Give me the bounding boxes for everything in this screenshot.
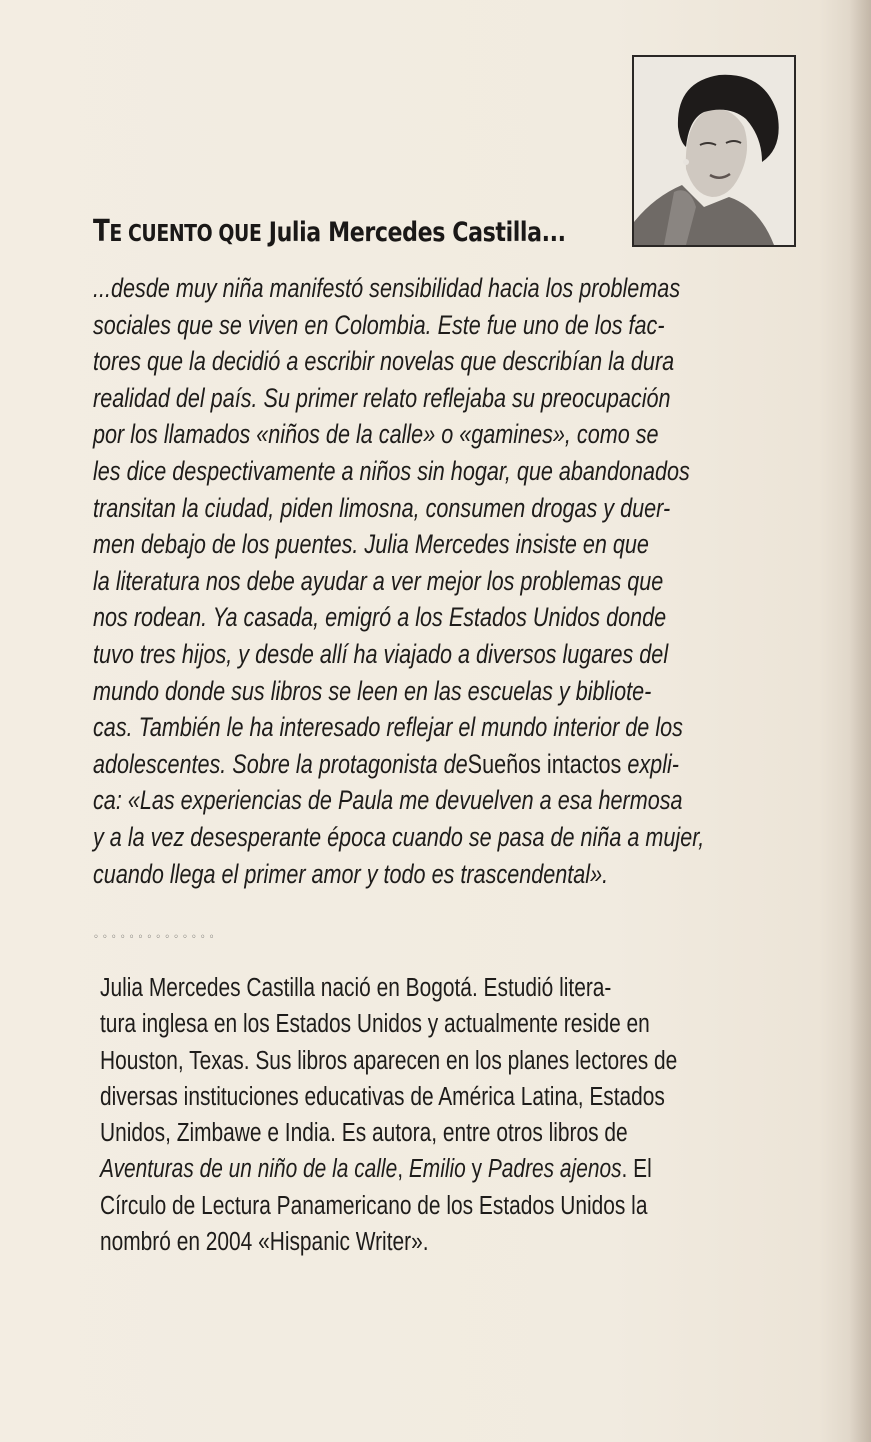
text-line: men debajo de los puentes. Julia Mercedes insiste en que xyxy=(93,529,649,560)
heading-author-name: Julia Mercedes Castilla... xyxy=(268,217,566,248)
author-bio-plain xyxy=(100,970,760,1260)
text-line: Julia Mercedes Castilla nació en Bogotá. Estudió litera- xyxy=(100,974,612,1002)
text-line: nombró en 2004 «Hispanic Writer». xyxy=(100,1228,429,1257)
text-line: ca: «Las experiencias de Paula me devuelven a esa hermosa xyxy=(93,785,683,816)
text-line: Unidos, Zimbawe e India. Es autora, entre otros libros de xyxy=(100,1119,628,1148)
text-line: nos rodean. Ya casada, emigró a los Estados Unidos donde xyxy=(93,602,667,633)
text-line: cuando llega el primer amor y todo es trascendental». xyxy=(93,858,609,889)
heading-initial: T xyxy=(93,214,110,249)
text-line: realidad del país. Su primer relato reflejaba su preocupación xyxy=(93,382,671,413)
text-line: por los llamados «niños de la calle» o «gamines», como se xyxy=(93,419,659,450)
text-line: diversas instituciones educativas de América Latina, Estados xyxy=(100,1082,665,1111)
text-line: transitan la ciudad, piden limosna, consumen drogas y duer- xyxy=(93,492,671,523)
text-line: Círculo de Lectura Panamericano de los Estados Unidos la xyxy=(100,1191,648,1220)
text-line: mundo donde sus libros se leen en las escuelas y bibliote- xyxy=(93,675,652,706)
text-fragment: , xyxy=(397,1155,409,1184)
text-line: tores que la decidió a escribir novelas que describían la dura xyxy=(93,346,675,377)
text-line: tuvo tres hijos, y desde allí ha viajado a diversos lugares del xyxy=(93,638,669,669)
book-title-suenos-intactos: Sueños intactos xyxy=(467,748,622,779)
text-line: Houston, Texas. Sus libros aparecen en los planes lectores de xyxy=(100,1046,678,1075)
heading-smallcaps: E CUENTO QUE xyxy=(109,221,262,247)
text-fragment: adolescentes. Sobre la protagonista de xyxy=(93,748,468,779)
text-line xyxy=(93,746,679,783)
text-line xyxy=(100,1151,652,1187)
text-fragment: expli- xyxy=(621,748,679,779)
text-line: les dice despectivamente a niños sin hogar, que abandonados xyxy=(93,455,690,486)
text-fragment: . El xyxy=(621,1155,652,1184)
text-line: sociales que se viven en Colombia. Este fue uno de los fac- xyxy=(93,309,665,340)
book-title: Emilio xyxy=(408,1155,466,1184)
separator-dots: ◦◦◦◦◦◦◦◦◦◦◦◦◦◦ xyxy=(93,932,218,943)
text-line: la literatura nos debe ayudar a ver mejor los problemas que xyxy=(93,565,664,596)
text-line: tura inglesa en los Estados Unidos y actualmente reside en xyxy=(100,1010,650,1039)
book-title: Padres ajenos xyxy=(487,1155,622,1184)
author-photo xyxy=(632,55,796,247)
text-line: ...desde muy niña manifestó sensibilidad hacia los problemas xyxy=(93,273,681,303)
text-fragment: y xyxy=(465,1155,488,1184)
page-edge-shadow xyxy=(849,0,871,1442)
author-bio-italic xyxy=(93,270,753,892)
text-line: y a la vez desesperante época cuando se pasa de niña a mujer, xyxy=(93,821,705,852)
section-heading xyxy=(93,214,566,249)
book-title: Aventuras de un niño de la calle xyxy=(100,1155,398,1184)
text-line: cas. También le ha interesado reflejar el mundo interior de los xyxy=(93,712,683,743)
